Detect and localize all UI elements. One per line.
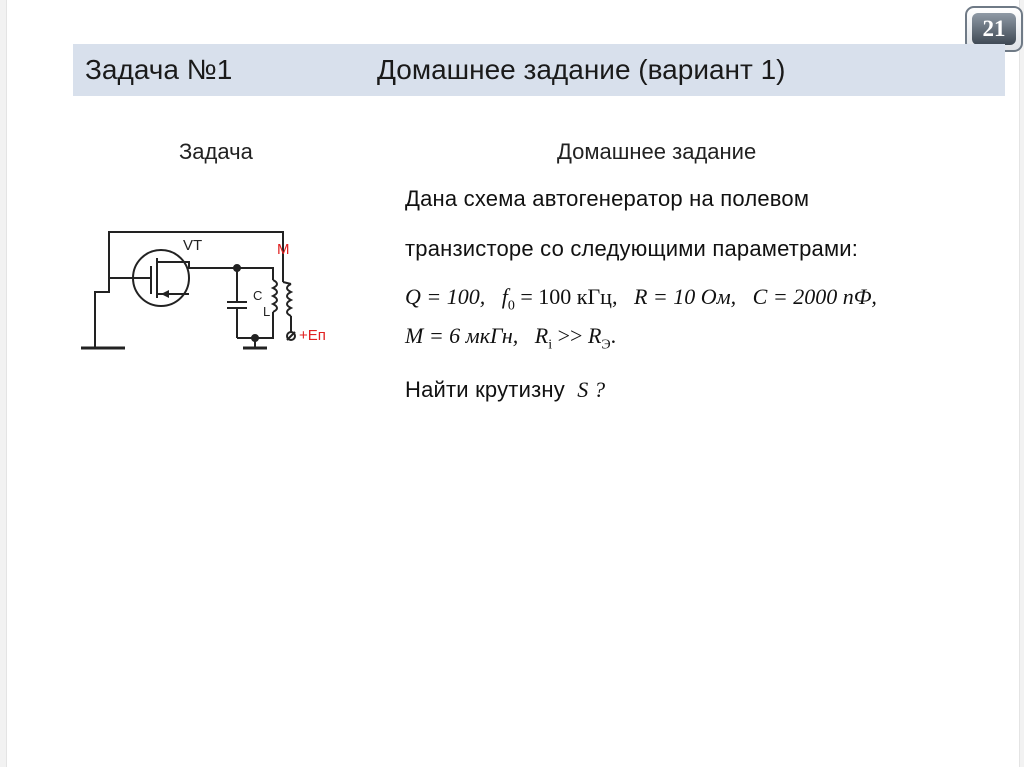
param-ri-re: $R_i >> R_Э$. — [534, 323, 617, 353]
title-task: Задача №1 — [85, 54, 233, 85]
label-supply: +Eп — [299, 327, 326, 344]
title-bar — [73, 44, 1005, 96]
label-m: M — [277, 241, 290, 258]
label-c: C — [253, 288, 263, 303]
label-l: L — [263, 304, 271, 319]
params-row-1 — [405, 284, 877, 314]
param-q: Q = 100, — [405, 284, 486, 309]
task-heading: Задача — [179, 139, 253, 164]
param-c: C = 2000 пФ, — [752, 284, 877, 309]
title-homework: Домашнее задание (вариант 1) — [377, 54, 786, 85]
label-vt: VT — [183, 237, 203, 254]
page-number: 21 — [972, 13, 1016, 45]
param-m: M = 6 мкГн, — [405, 323, 519, 348]
param-f0: $f_0 = 100$ кГц, — [501, 284, 618, 314]
homework-heading: Домашнее задание — [557, 139, 757, 164]
question-text: Найти крутизну — [405, 377, 565, 402]
slide — [6, 0, 1020, 767]
param-r: R = 10 Ом, — [633, 284, 737, 309]
params-row-2 — [405, 323, 616, 353]
autogenerator-circuit-diagram — [77, 222, 377, 362]
question-symbol: S ? — [577, 377, 606, 402]
problem-line-2: транзисторе со следующими параметрами: — [405, 236, 859, 261]
question — [405, 377, 605, 403]
problem-line-1: Дана схема автогенератор на полевом — [405, 186, 810, 211]
